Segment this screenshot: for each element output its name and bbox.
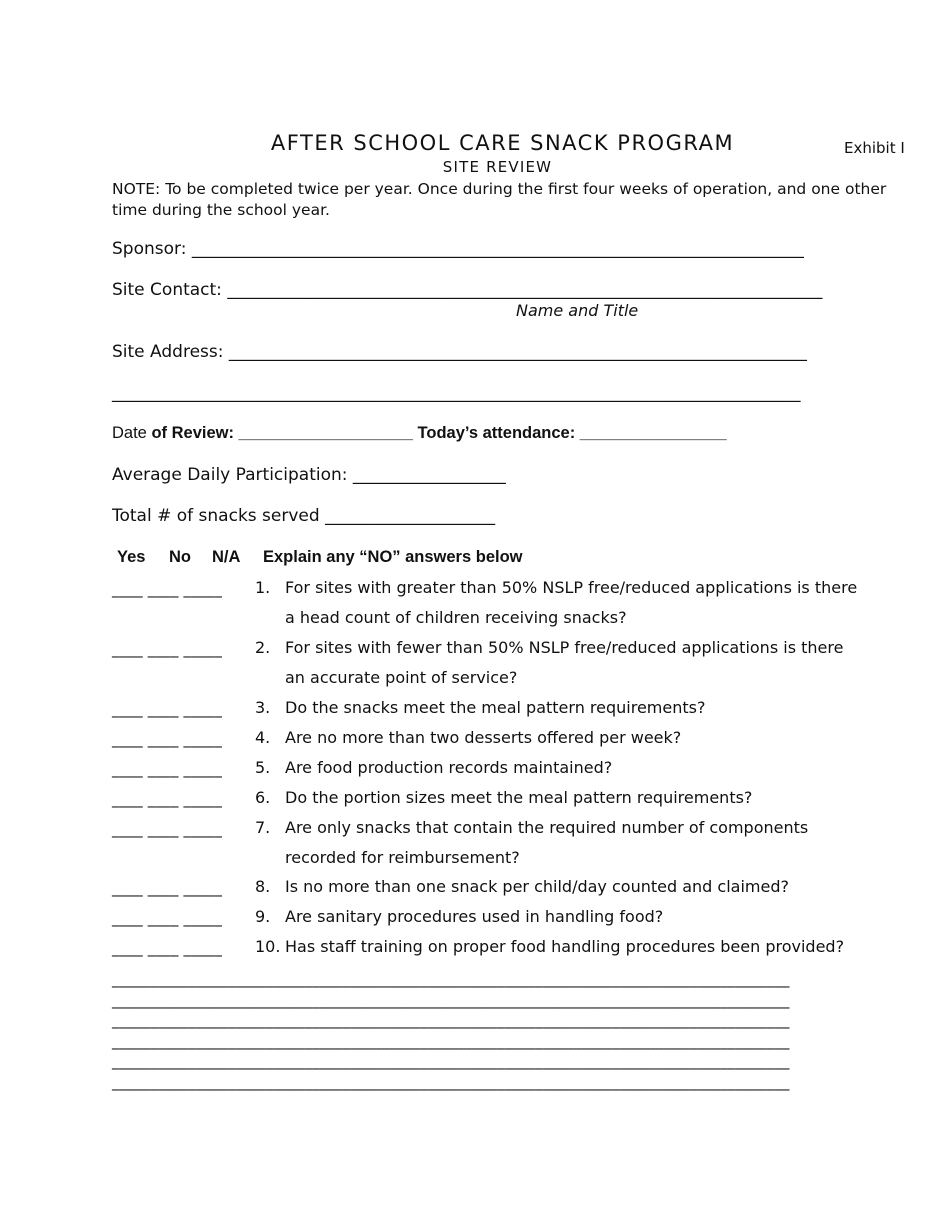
avg-daily-participation-field[interactable]: Average Daily Participation: __________________ <box>112 465 506 485</box>
question-number: 4. <box>255 728 271 747</box>
form-title: AFTER SCHOOL CARE SNACK PROGRAM <box>270 131 735 155</box>
question-text: Do the portion sizes meet the meal pattern requirements? <box>285 788 753 807</box>
todays-attendance-field[interactable]: Today’s attendance: ________________ <box>417 424 727 442</box>
answer-blanks-4[interactable]: ____ ____ _____ <box>112 730 223 748</box>
question-number: 3. <box>255 698 271 717</box>
question-text: Are sanitary procedures used in handling food? <box>285 907 664 926</box>
question-text-continued: recorded for reimbursement? <box>285 848 520 867</box>
site-contact-field[interactable]: Site Contact: ______________________________________________________________________ <box>112 280 823 300</box>
answer-blanks-3[interactable]: ____ ____ _____ <box>112 700 223 718</box>
question-number: 2. <box>255 638 271 657</box>
exhibit-label: Exhibit I <box>844 139 905 157</box>
answer-blanks-5[interactable]: ____ ____ _____ <box>112 760 223 778</box>
explanation-line[interactable]: ________________________________________________________________________________________ <box>112 990 790 1009</box>
question-number: 6. <box>255 788 271 807</box>
question-number: 8. <box>255 877 271 896</box>
question-text: Are food production records maintained? <box>285 758 613 777</box>
question-number: 7. <box>255 818 271 837</box>
answer-blanks-2[interactable]: ____ ____ _____ <box>112 640 223 658</box>
site-address-field[interactable]: Site Address: ____________________________________________________________________ <box>112 342 807 362</box>
question-number: 10. <box>255 937 281 956</box>
date-prefix: Date <box>112 424 147 442</box>
question-text-continued: a head count of children receiving snacks? <box>285 608 627 627</box>
explanation-line[interactable]: ________________________________________________________________________________________ <box>112 1031 790 1050</box>
question-text: Are no more than two desserts offered per week? <box>285 728 682 747</box>
answer-blanks-8[interactable]: ____ ____ _____ <box>112 879 223 897</box>
column-na: N/A <box>212 548 241 566</box>
question-text: For sites with fewer than 50% NSLP free/reduced applications is there <box>285 638 844 657</box>
answer-blanks-7[interactable]: ____ ____ _____ <box>112 820 223 838</box>
site-address-line-2[interactable]: _________________________________________________________________________________ <box>112 383 801 403</box>
answer-blanks-6[interactable]: ____ ____ _____ <box>112 790 223 808</box>
question-text: Are only snacks that contain the required number of components <box>285 818 809 837</box>
date-of-review-field[interactable]: of Review: ___________________ <box>151 424 413 442</box>
instruction-note: NOTE: To be completed twice per year. Once during the first four weeks of operation, and one other time during the school year. <box>112 180 887 219</box>
question-text: For sites with greater than 50% NSLP free/reduced applications is there <box>285 578 858 597</box>
question-text: Is no more than one snack per child/day counted and claimed? <box>285 877 789 896</box>
date-attendance-line <box>112 424 727 443</box>
total-snacks-field[interactable]: Total # of snacks served ____________________ <box>112 506 496 526</box>
question-text: Do the snacks meet the meal pattern requirements? <box>285 698 706 717</box>
question-text: Has staff training on proper food handling procedures been provided? <box>285 937 845 956</box>
column-explain: Explain any “NO” answers below <box>263 548 523 566</box>
explanation-line[interactable]: ________________________________________________________________________________________ <box>112 1072 790 1091</box>
name-title-caption: Name and Title <box>516 301 639 320</box>
question-number: 1. <box>255 578 271 597</box>
question-number: 9. <box>255 907 271 926</box>
explanation-line[interactable]: ________________________________________________________________________________________ <box>112 1011 790 1029</box>
question-number: 5. <box>255 758 271 777</box>
answer-blanks-10[interactable]: ____ ____ _____ <box>112 939 223 957</box>
question-text-continued: an accurate point of service? <box>285 668 518 687</box>
form-subtitle: SITE REVIEW <box>442 158 553 176</box>
answer-blanks-1[interactable]: ____ ____ _____ <box>112 580 223 598</box>
explanation-line[interactable]: ________________________________________________________________________________________ <box>112 970 790 988</box>
sponsor-field[interactable]: Sponsor: ________________________________________________________________________ <box>112 239 804 259</box>
explanation-line[interactable]: ________________________________________________________________________________________ <box>112 1052 790 1070</box>
answer-blanks-9[interactable]: ____ ____ _____ <box>112 909 223 927</box>
column-yes: Yes <box>117 548 146 566</box>
column-no: No <box>169 548 191 566</box>
